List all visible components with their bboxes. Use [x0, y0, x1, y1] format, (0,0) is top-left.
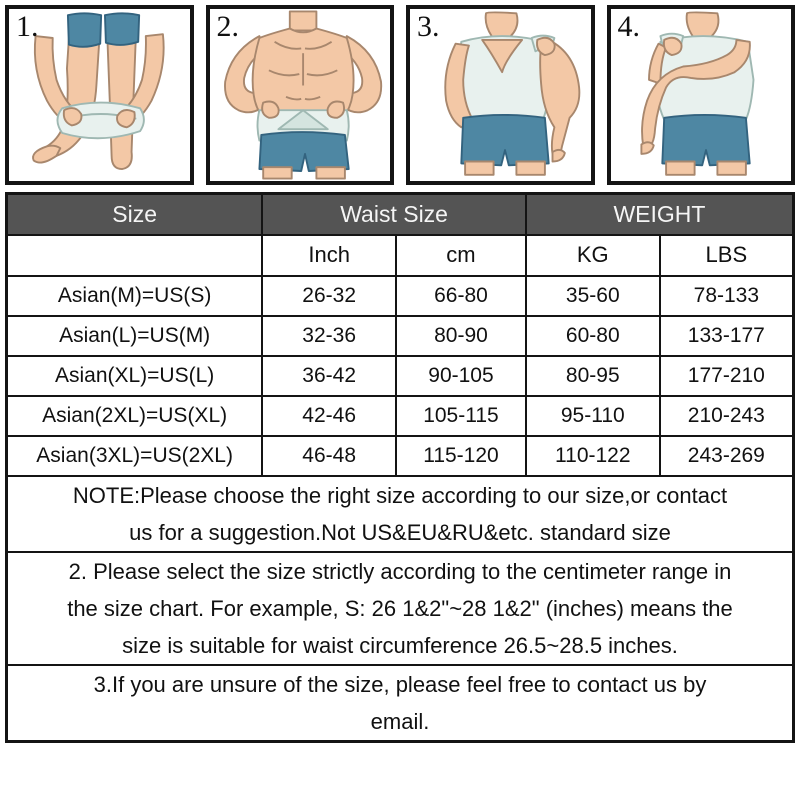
step-2-number: 2. — [216, 10, 239, 43]
unit-inch: Inch — [262, 235, 396, 276]
cell-size: Asian(XL)=US(L) — [7, 356, 263, 396]
cell-cm: 90-105 — [396, 356, 526, 396]
cell-inch: 36-42 — [262, 356, 396, 396]
note-block-2 — [7, 552, 794, 665]
note-text: us for a suggestion.Not US&EU&RU&etc. standard size — [129, 519, 671, 545]
note-text: the size chart. For example, S: 26 1&2"~28 1&2" (inches) means the — [67, 595, 733, 621]
note-text: NOTE:Please choose the right size according to our size,or contact — [72, 482, 728, 508]
unit-lbs: LBS — [660, 235, 794, 276]
cell-kg: 110-122 — [526, 436, 660, 476]
cell-inch: 42-46 — [262, 396, 396, 436]
table-row — [7, 276, 794, 316]
header-row-units — [7, 235, 794, 276]
cell-cm: 66-80 — [396, 276, 526, 316]
note-text: email. — [370, 708, 430, 734]
step-1-panel — [5, 5, 194, 185]
cell-lbs: 78-133 — [660, 276, 794, 316]
cell-cm: 80-90 — [396, 316, 526, 356]
note-text: 2. Please select the size strictly according to the centimeter range in — [68, 558, 732, 584]
step-4-number: 4. — [617, 10, 640, 43]
cell-kg: 80-95 — [526, 356, 660, 396]
header-weight: WEIGHT — [526, 194, 794, 235]
size-chart-table — [5, 192, 795, 743]
header-size: Size — [7, 194, 263, 235]
note-text: size is suitable for waist circumference 26.5~28.5 inches. — [122, 632, 678, 658]
step-3-panel — [406, 5, 595, 185]
cell-cm: 115-120 — [396, 436, 526, 476]
cell-lbs: 210-243 — [660, 396, 794, 436]
table-row — [7, 436, 794, 476]
note-row-3 — [7, 665, 794, 742]
table-row — [7, 316, 794, 356]
cell-lbs: 133-177 — [660, 316, 794, 356]
unit-empty-cell — [7, 235, 263, 276]
step-4-panel — [607, 5, 796, 185]
step-2-panel — [206, 5, 395, 185]
unit-cm: cm — [396, 235, 526, 276]
header-waist-size: Waist Size — [262, 194, 526, 235]
cell-inch: 26-32 — [262, 276, 396, 316]
note-block-3 — [7, 665, 794, 742]
cell-size: Asian(L)=US(M) — [7, 316, 263, 356]
table-row — [7, 396, 794, 436]
header-row-groups — [7, 194, 794, 235]
note-text: 3.If you are unsure of the size, please feel free to contact us by — [93, 671, 707, 697]
step-1-number: 1. — [16, 10, 39, 43]
note-row-1 — [7, 476, 794, 552]
cell-lbs: 177-210 — [660, 356, 794, 396]
cell-inch: 46-48 — [262, 436, 396, 476]
step-3-number: 3. — [417, 10, 440, 43]
cell-lbs: 243-269 — [660, 436, 794, 476]
table-row — [7, 356, 794, 396]
cell-kg: 60-80 — [526, 316, 660, 356]
cell-size: Asian(M)=US(S) — [7, 276, 263, 316]
cell-size: Asian(2XL)=US(XL) — [7, 396, 263, 436]
note-row-2 — [7, 552, 794, 665]
note-block-1 — [7, 476, 794, 552]
cell-size: Asian(3XL)=US(2XL) — [7, 436, 263, 476]
instruction-steps — [5, 5, 795, 185]
cell-inch: 32-36 — [262, 316, 396, 356]
cell-cm: 105-115 — [396, 396, 526, 436]
unit-kg: KG — [526, 235, 660, 276]
cell-kg: 95-110 — [526, 396, 660, 436]
cell-kg: 35-60 — [526, 276, 660, 316]
